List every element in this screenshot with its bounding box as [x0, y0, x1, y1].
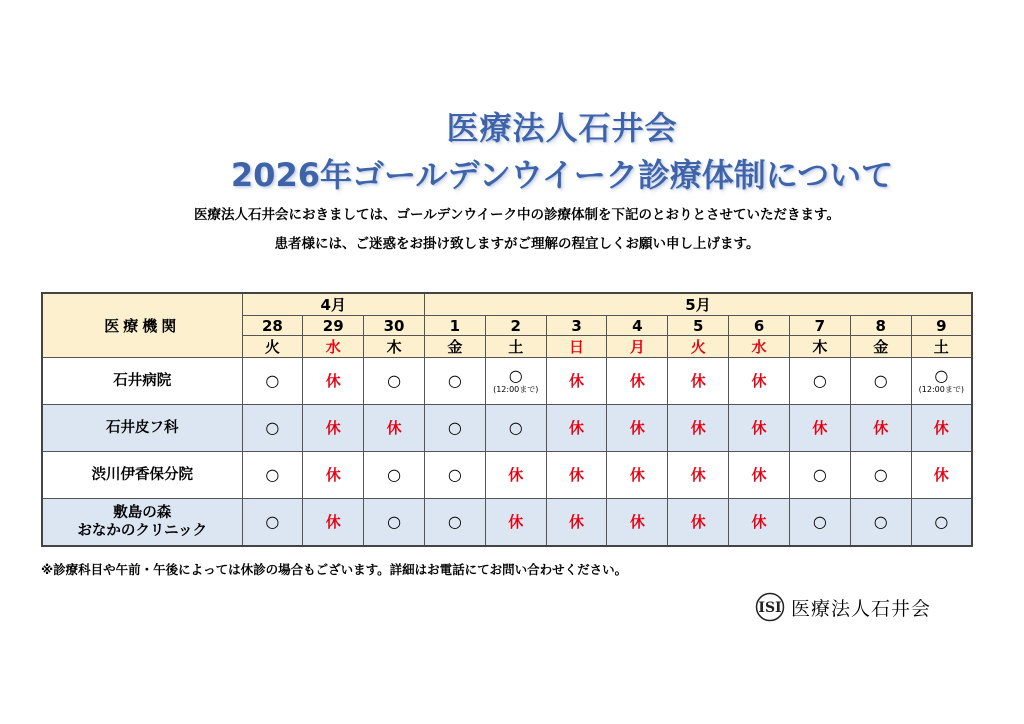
- open-mark: ○: [873, 371, 888, 390]
- weekday-cell: 水: [729, 336, 790, 358]
- open-cell: [364, 499, 425, 547]
- closed-cell: [729, 405, 790, 452]
- open-mark: ○: [387, 512, 402, 531]
- page-title: 医療法人石井会: [446, 109, 678, 147]
- closed-mark: 休: [325, 513, 341, 531]
- weekday-cell: 金: [850, 336, 911, 358]
- open-cell: [424, 452, 485, 499]
- open-mark: ○: [873, 512, 888, 531]
- open-mark: ○: [447, 465, 462, 484]
- closed-cell: [546, 452, 607, 499]
- closed-cell: [303, 499, 364, 547]
- institution-name-line: 石井病院: [113, 373, 172, 389]
- closed-mark: 休: [325, 466, 341, 484]
- open-cell: [789, 358, 850, 405]
- open-mark: ○: [812, 465, 827, 484]
- open-mark: ○: [508, 418, 523, 437]
- open-cell: [424, 358, 485, 405]
- closed-mark: 休: [325, 372, 341, 390]
- closed-mark: 休: [751, 419, 767, 437]
- closed-mark: 休: [629, 372, 645, 390]
- closed-mark: 休: [690, 466, 706, 484]
- institution-name-line: 渋川伊香保分院: [91, 467, 193, 483]
- open-mark: ○: [265, 512, 280, 531]
- closed-mark: 休: [690, 419, 706, 437]
- closed-cell: [729, 452, 790, 499]
- logo-text: 医療法人石井会: [791, 597, 932, 620]
- closed-mark: 休: [569, 513, 585, 531]
- month-header: 5月: [424, 293, 972, 316]
- hours-note: (12:00まで): [493, 384, 539, 394]
- institution-name-line: 石井皮フ科: [106, 420, 179, 436]
- institution-row: [42, 499, 972, 547]
- weekday-cell: 木: [789, 336, 850, 358]
- closed-mark: 休: [751, 372, 767, 390]
- open-mark: ○: [812, 512, 827, 531]
- open-cell: [242, 405, 303, 452]
- closed-cell: [546, 405, 607, 452]
- open-cell: [850, 499, 911, 547]
- closed-cell: [303, 358, 364, 405]
- month-header: 4月: [242, 293, 424, 316]
- closed-mark: 休: [629, 466, 645, 484]
- date-cell: 4: [607, 316, 668, 336]
- weekday-cell: 木: [364, 336, 425, 358]
- date-cell: 6: [729, 316, 790, 336]
- open-mark: ○: [447, 371, 462, 390]
- date-cell: 3: [546, 316, 607, 336]
- footnote: ※診療科目や午前・午後によっては休診の場合もございます。詳細はお電話にてお問い合わせください。: [41, 562, 628, 577]
- date-cell: 29: [303, 316, 364, 336]
- closed-mark: 休: [751, 513, 767, 531]
- date-cell: 8: [850, 316, 911, 336]
- open-cell: [242, 499, 303, 547]
- closed-mark: 休: [812, 419, 828, 437]
- weekday-cell: 月: [607, 336, 668, 358]
- closed-cell: [607, 405, 668, 452]
- open-mark: ○: [265, 465, 280, 484]
- closed-mark: 休: [690, 372, 706, 390]
- date-cell: 30: [364, 316, 425, 336]
- date-cell: 1: [424, 316, 485, 336]
- institution-name-line: おなかのクリニック: [77, 523, 208, 539]
- date-cell: 2: [485, 316, 546, 336]
- closed-cell: [668, 452, 729, 499]
- logo: [755, 592, 931, 622]
- logo-mark-icon: [755, 592, 785, 622]
- weekday-cell: 火: [242, 336, 303, 358]
- page-subtitle: 2026年ゴールデンウイーク診療体制について: [230, 156, 894, 194]
- open-cell: [424, 499, 485, 547]
- open-cell: [424, 405, 485, 452]
- date-cell: 28: [242, 316, 303, 336]
- institution-header: 医療機関: [42, 293, 242, 358]
- closed-cell: [850, 405, 911, 452]
- schedule-table: [41, 292, 973, 547]
- open-cell: [789, 452, 850, 499]
- intro-text-1: 医療法人石井会におきましては、ゴールデンウイーク中の診療体制を下記のとおりとさせていただきます。: [194, 207, 840, 223]
- open-mark: ○: [387, 371, 402, 390]
- open-cell: [789, 499, 850, 547]
- weekday-cell: 火: [668, 336, 729, 358]
- closed-cell: [668, 358, 729, 405]
- closed-cell: [485, 452, 546, 499]
- closed-cell: [729, 358, 790, 405]
- closed-mark: 休: [386, 419, 402, 437]
- logo-mark-letters: ISI: [758, 600, 782, 616]
- date-cell: 7: [789, 316, 850, 336]
- closed-mark: 休: [629, 419, 645, 437]
- closed-cell: [789, 405, 850, 452]
- closed-mark: 休: [325, 419, 341, 437]
- weekday-cell: 金: [424, 336, 485, 358]
- closed-mark: 休: [873, 419, 889, 437]
- open-cell: [364, 358, 425, 405]
- open-mark: ○: [873, 465, 888, 484]
- closed-cell: [303, 452, 364, 499]
- institution-name: [42, 358, 242, 405]
- institution-name: [42, 499, 242, 547]
- open-mark: ○: [387, 465, 402, 484]
- hours-note: (12:00まで): [918, 384, 964, 394]
- open-cell: [242, 452, 303, 499]
- closed-mark: 休: [933, 466, 949, 484]
- open-mark: ○: [934, 365, 949, 385]
- open-mark: ○: [508, 365, 523, 385]
- weekday-cell: 土: [911, 336, 972, 358]
- closed-mark: 休: [569, 372, 585, 390]
- closed-mark: 休: [569, 419, 585, 437]
- closed-cell: [607, 499, 668, 547]
- closed-cell: [668, 499, 729, 547]
- open-cell: [485, 358, 546, 405]
- closed-cell: [485, 499, 546, 547]
- closed-cell: [607, 452, 668, 499]
- open-mark: ○: [447, 418, 462, 437]
- closed-mark: 休: [508, 513, 524, 531]
- open-mark: ○: [265, 418, 280, 437]
- open-cell: [911, 358, 972, 405]
- open-mark: ○: [934, 512, 949, 531]
- closed-cell: [364, 405, 425, 452]
- open-cell: [911, 499, 972, 547]
- closed-cell: [668, 405, 729, 452]
- open-mark: ○: [447, 512, 462, 531]
- closed-cell: [729, 499, 790, 547]
- closed-mark: 休: [629, 513, 645, 531]
- closed-mark: 休: [751, 466, 767, 484]
- open-mark: ○: [265, 371, 280, 390]
- institution-row: [42, 358, 972, 405]
- closed-mark: 休: [690, 513, 706, 531]
- date-cell: 9: [911, 316, 972, 336]
- open-cell: [850, 452, 911, 499]
- closed-cell: [546, 499, 607, 547]
- open-cell: [364, 452, 425, 499]
- open-cell: [485, 405, 546, 452]
- open-cell: [850, 358, 911, 405]
- closed-cell: [607, 358, 668, 405]
- institution-name: [42, 452, 242, 499]
- institution-row: [42, 405, 972, 452]
- closed-cell: [546, 358, 607, 405]
- closed-cell: [911, 452, 972, 499]
- weekday-cell: 日: [546, 336, 607, 358]
- open-mark: ○: [812, 371, 827, 390]
- closed-mark: 休: [933, 419, 949, 437]
- intro-text-2: 患者様には、ご迷惑をお掛け致しますがご理解の程宜しくお願い申し上げます。: [274, 236, 760, 252]
- closed-cell: [911, 405, 972, 452]
- open-cell: [242, 358, 303, 405]
- date-cell: 5: [668, 316, 729, 336]
- institution-row: [42, 452, 972, 499]
- closed-mark: 休: [569, 466, 585, 484]
- month-row: [42, 293, 972, 316]
- closed-mark: 休: [508, 466, 524, 484]
- institution-name: [42, 405, 242, 452]
- institution-name-line: 敷島の森: [113, 505, 172, 521]
- weekday-cell: 土: [485, 336, 546, 358]
- weekday-cell: 水: [303, 336, 364, 358]
- closed-cell: [303, 405, 364, 452]
